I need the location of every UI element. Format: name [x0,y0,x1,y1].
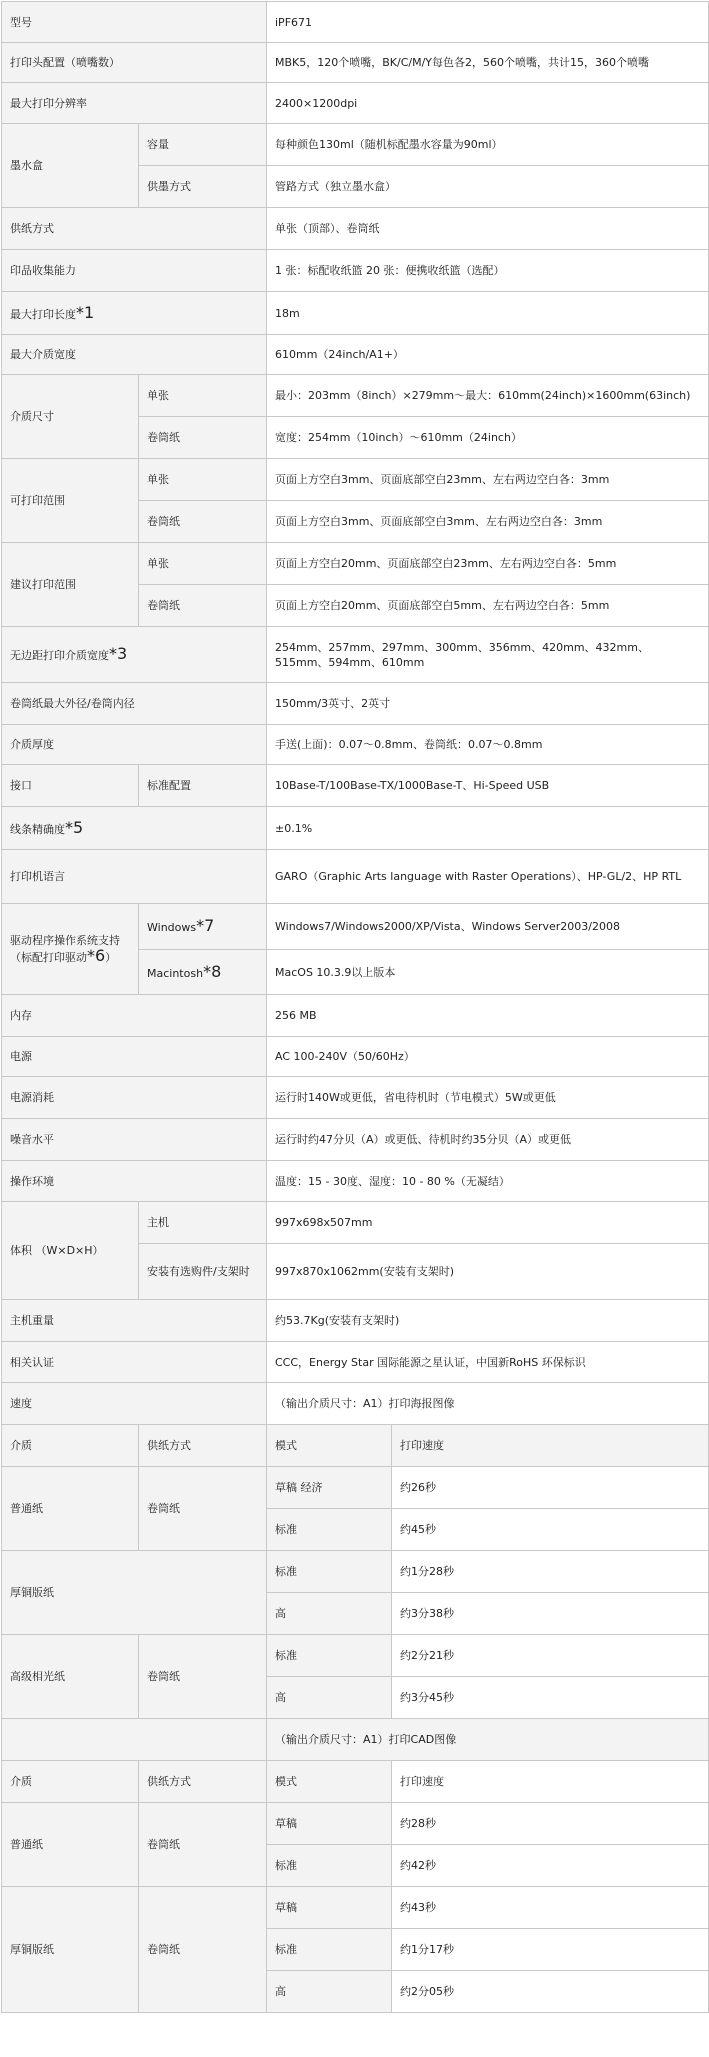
ink-capacity-value: 每种颜色130ml（随机标配墨水容量为90ml） [267,124,709,166]
interface-sub-label: 标准配置 [139,765,267,807]
line-accuracy-label-text: 线条精确度 [10,822,65,836]
recommended-sheet-label: 单张 [139,543,267,585]
driver-windows-value: Windows7/Windows2000/XP/Vista、Windows Server2003/2008 [267,904,709,950]
certification-value: CCC，Energy Star 国际能源之星认证，中国新RoHS 环保标识 [267,1342,709,1383]
spec-row-borderless [2,627,709,683]
spec-row-recommended-sheet [2,543,709,585]
printhead-value: MBK5，120个喷嘴，BK/C/M/Y每色各2，560个喷嘴，共计15，360个喷嘴 [267,43,709,83]
max-length-value: 18m [267,292,709,335]
ink-capacity-label: 容量 [139,124,267,166]
borderless-label [2,627,267,683]
driver-windows-label-text: Windows [147,921,197,934]
speed-poster-feed-header: 供纸方式 [139,1425,267,1467]
line-accuracy-footnote-mark: *5 [65,817,84,837]
recommended-roll-label: 卷筒纸 [139,585,267,627]
resolution-label: 最大打印分辨率 [2,83,267,124]
speed-cad-coated-mode3: 高 [267,1971,392,2013]
speed-cad-media-header: 介质 [2,1761,139,1803]
speed-cad-coated-feed: 卷筒纸 [139,1887,267,2013]
speed-cad-plain-speed1: 约28秒 [392,1803,709,1845]
speed-poster-plain-mode2: 标准 [267,1509,392,1551]
driver-label [2,904,139,995]
noise-value: 运行时约47分贝（A）或更低、待机时约35分贝（A）或更低 [267,1119,709,1161]
language-label: 打印机语言 [2,850,267,904]
spec-row-thickness [2,725,709,765]
speed-cad-plain-mode1: 草稿 [267,1803,392,1845]
speed-poster-media-header: 介质 [2,1425,139,1467]
speed-row-poster-header [2,1425,709,1467]
speed-poster-plain-speed2: 约45秒 [392,1509,709,1551]
roll-diameter-label: 卷筒纸最大外径/卷筒内径 [2,683,267,725]
speed-cad-coated-speed1: 约43秒 [392,1887,709,1929]
driver-mac-value: MacOS 10.3.9以上版本 [267,950,709,995]
speed-poster-plain-mode1: 草稿 经济 [267,1467,392,1509]
memory-label: 内存 [2,995,267,1037]
thickness-value: 手送(上面)：0.07～0.8mm、卷筒纸：0.07～0.8mm [267,725,709,765]
spec-row-language [2,850,709,904]
driver-mac-label-text: Macintosh [147,966,204,980]
certification-label: 相关认证 [2,1342,267,1383]
language-value: GARO（Graphic Arts language with Raster Operations）、HP-GL/2、HP RTL [267,850,709,904]
speed-cad-title: （输出介质尺寸：A1）打印CAD图像 [267,1719,709,1761]
driver-mac-footnote-mark: *8 [203,961,222,981]
power-label: 电源 [2,1037,267,1077]
dimensions-label: 体积 （W×D×H） [2,1202,139,1300]
speed-row-poster-photo-1 [2,1635,709,1677]
power-consumption-value: 运行时140W或更低，省电待机时（节电模式）5W或更低 [267,1077,709,1119]
output-label: 印品收集能力 [2,250,267,292]
speed-poster-photo-speed1: 约2分21秒 [392,1635,709,1677]
driver-footnote-mark: *6 [87,946,106,965]
roll-diameter-value: 150mm/3英寸、2英寸 [267,683,709,725]
speed-poster-photo-feed: 卷筒纸 [139,1635,267,1719]
interface-value: 10Base-T/100Base-TX/1000Base-T、Hi-Speed USB [267,765,709,807]
speed-row-cad-coated-1 [2,1887,709,1929]
line-accuracy-label [2,807,267,850]
media-size-label: 介质尺寸 [2,375,139,459]
speed-poster-photo-mode1: 标准 [267,1635,392,1677]
speed-cad-plain-mode2: 标准 [267,1845,392,1887]
spec-row-media-size-sheet [2,375,709,417]
spec-row-environment [2,1161,709,1202]
spec-row-driver-windows [2,904,709,950]
feed-label: 供纸方式 [2,208,267,250]
borderless-value [267,627,709,683]
speed-cad-speed-header: 打印速度 [392,1761,709,1803]
spec-row-dimensions-main [2,1202,709,1244]
ink-supply-label: 供墨方式 [139,166,267,208]
printable-label: 可打印范围 [2,459,139,543]
speed-poster-photo-media [2,1635,139,1719]
spec-row-line-accuracy [2,807,709,850]
spec-row-noise [2,1119,709,1161]
max-length-label [2,292,267,335]
speed-poster-plain-speed1: 约26秒 [392,1467,709,1509]
spec-row-feed [2,208,709,250]
spec-row-max-width [2,335,709,375]
speed-row-cad-plain-1 [2,1803,709,1845]
memory-value: 256 MB [267,995,709,1037]
speed-cad-title-spacer [2,1719,267,1761]
media-size-sheet-label: 单张 [139,375,267,417]
max-width-label: 最大介质宽度 [2,335,267,375]
speed-poster-mode-header: 模式 [267,1425,392,1467]
spec-row-resolution [2,83,709,124]
environment-value: 温度：15 - 30度、湿度：10 - 80 %（无凝结） [267,1161,709,1202]
ink-supply-value: 管路方式（独立墨水盒） [267,166,709,208]
speed-cad-coated-media: 厚铜版纸 [2,1887,139,2013]
speed-cad-coated-mode2: 标准 [267,1929,392,1971]
dimensions-option-value: 997x870x1062mm(安装有支架时) [267,1244,709,1300]
speed-cad-plain-speed2: 约42秒 [392,1845,709,1887]
feed-value: 单张（顶部）、卷筒纸 [267,208,709,250]
speed-poster-coated-speed1: 约1分28秒 [392,1551,709,1593]
model-label: 型号 [2,2,267,43]
media-size-roll-value: 宽度：254mm（10inch）～610mm（24inch） [267,417,709,459]
power-consumption-label: 电源消耗 [2,1077,267,1119]
ink-label: 墨水盒 [2,124,139,208]
borderless-footnote-mark: *3 [109,644,128,663]
speed-row-poster-plain-1 [2,1467,709,1509]
power-value: AC 100-240V（50/60Hz） [267,1037,709,1077]
printable-roll-value: 页面上方空白3mm、页面底部空白3mm、左右两边空白各：3mm [267,501,709,543]
driver-mac-label [139,950,267,995]
speed-cad-coated-speed2: 约1分17秒 [392,1929,709,1971]
speed-poster-title: （输出介质尺寸：A1）打印海报图像 [267,1383,709,1425]
spec-row-power-consumption [2,1077,709,1119]
speed-cad-feed-header: 供纸方式 [139,1761,267,1803]
spec-row-certification [2,1342,709,1383]
noise-label: 噪音水平 [2,1119,267,1161]
speed-poster-photo-mode2: 高 [267,1677,392,1719]
spec-row-model [2,2,709,43]
driver-windows-label [139,904,267,950]
borderless-label-text: 无边距打印介质宽度 [10,649,109,662]
borderless-value-line2: 515mm、594mm、610mm [275,655,425,669]
printhead-label: 打印头配置（喷嘴数） [2,43,267,83]
speed-poster-plain-feed: 卷筒纸 [139,1467,267,1551]
spec-row-roll-diameter [2,683,709,725]
spec-row-power [2,1037,709,1077]
spec-row-printable-sheet [2,459,709,501]
max-length-footnote-mark: *1 [76,302,95,322]
speed-poster-speed-header: 打印速度 [392,1425,709,1467]
speed-poster-plain-media: 普通纸 [2,1467,139,1551]
speed-cad-mode-header: 模式 [267,1761,392,1803]
dimensions-option-label: 安装有选购件/支架时 [139,1244,267,1300]
max-length-label-text: 最大打印长度 [10,307,76,321]
spec-row-interface [2,765,709,807]
speed-cad-coated-mode1: 草稿 [267,1887,392,1929]
max-width-value: 610mm（24inch/A1+） [267,335,709,375]
speed-cad-coated-speed3: 约2分05秒 [392,1971,709,2013]
spec-row-printhead [2,43,709,83]
driver-label-end: ） [105,951,117,964]
driver-label-text: 驱动程序操作系统支持（标配打印驱动 [10,934,120,964]
printable-sheet-label: 单张 [139,459,267,501]
spec-row-max-length [2,292,709,335]
printable-sheet-value: 页面上方空白3mm、页面底部空白23mm、左右两边空白各：3mm [267,459,709,501]
speed-cad-plain-feed: 卷筒纸 [139,1803,267,1887]
model-value: iPF671 [267,2,709,43]
resolution-value: 2400×1200dpi [267,83,709,124]
line-accuracy-value: ±0.1% [267,807,709,850]
speed-label: 速度 [2,1383,267,1425]
speed-poster-coated-mode2: 高 [267,1593,392,1635]
speed-row-poster-coated-1 [2,1551,709,1593]
spec-table [1,1,709,2013]
recommended-sheet-value: 页面上方空白20mm、页面底部空白23mm、左右两边空白各：5mm [267,543,709,585]
weight-label: 主机重量 [2,1300,267,1342]
spec-row-weight [2,1300,709,1342]
speed-row-cad-title [2,1719,709,1761]
weight-value: 约53.7Kg(安装有支架时) [267,1300,709,1342]
spec-row-output [2,250,709,292]
recommended-label: 建议打印范围 [2,543,139,627]
interface-label: 接口 [2,765,139,807]
media-size-roll-label: 卷筒纸 [139,417,267,459]
dimensions-main-value: 997x698x507mm [267,1202,709,1244]
environment-label: 操作环境 [2,1161,267,1202]
speed-poster-coated-mode1: 标准 [267,1551,392,1593]
spec-row-ink-capacity [2,124,709,166]
output-value: 1 张：标配收纸篮 20 张：便携收纸篮（选配） [267,250,709,292]
speed-poster-photo-speed2: 约3分45秒 [392,1677,709,1719]
speed-poster-photo-media-text: 高级相光纸 [10,1670,65,1683]
thickness-label: 介质厚度 [2,725,267,765]
printable-roll-label: 卷筒纸 [139,501,267,543]
speed-poster-coated-speed2: 约3分38秒 [392,1593,709,1635]
dimensions-main-label: 主机 [139,1202,267,1244]
media-size-sheet-value: 最小：203mm（8inch）×279mm～最大：610mm(24inch)×1600mm(63inch) [267,375,709,417]
spec-row-memory [2,995,709,1037]
speed-poster-coated-media: 厚铜版纸 [2,1551,267,1635]
driver-windows-footnote-mark: *7 [196,916,215,935]
borderless-value-line1: 254mm、257mm、297mm、300mm、356mm、420mm、432mm、 [275,640,649,654]
speed-row-poster-title [2,1383,709,1425]
speed-cad-plain-media: 普通纸 [2,1803,139,1887]
speed-row-cad-header [2,1761,709,1803]
recommended-roll-value: 页面上方空白20mm、页面底部空白5mm、左右两边空白各：5mm [267,585,709,627]
